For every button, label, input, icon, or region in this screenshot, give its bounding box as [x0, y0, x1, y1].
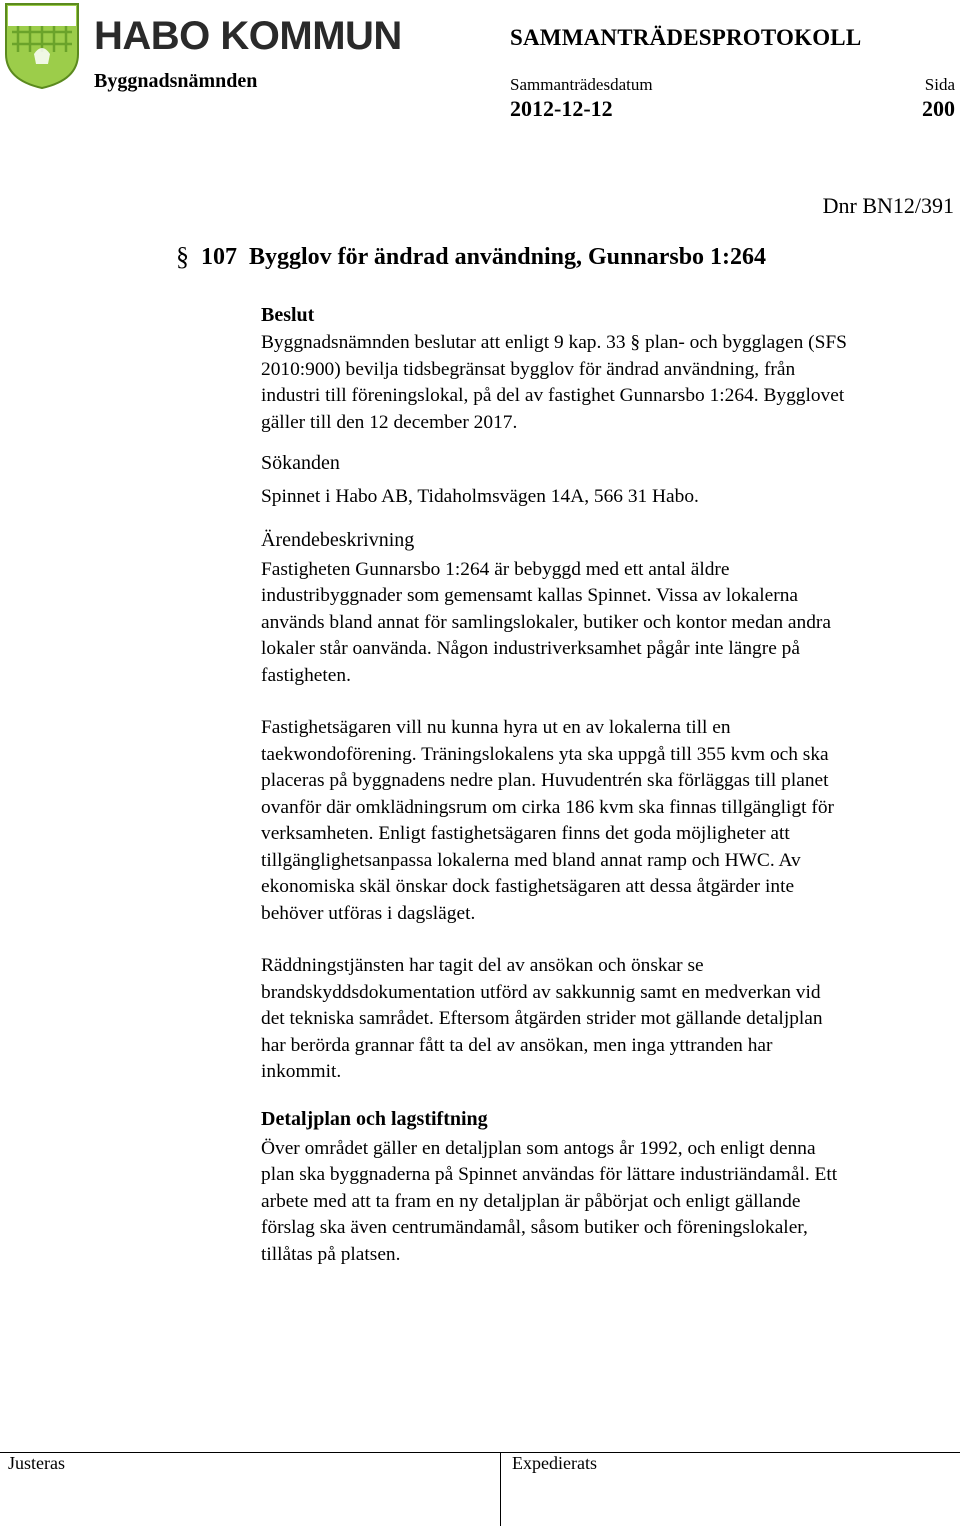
case-description-paragraph: Fastighetsägaren vill nu kunna hyra ut en av lokalerna till en taekwondoförening. Träningslokalens yta ska uppgå till 355 kvm och ska placeras på byggnadens nedre plan. Huvudentrén ska förläggas till planet ovanför där omklädningsrum om cirka 186 kvm ska finnas tillgängligt för verksamheten. Enligt fastighetsägaren finns det goda möjligheter att tillgänglighetsanpassa lokalerna med bland annat ramp och HWC. Av ekonomiska skäl önskar dock fastighetsägaren att dessa åtgärder inte behöver utföras i dagsläget. — [261, 717, 834, 924]
document-body — [261, 300, 956, 1268]
decision-text: Byggnadsnämnden beslutar att enligt 9 kap. 33 § plan- och bygglagen (SFS 2010:900) bevilja tidsbegränsat bygglov för ändrad användning, från industri till föreningslokal, på del av fastighet Gunnarsbo 1:264. Bygglovet gäller till den 12 december 2017. — [261, 332, 847, 433]
footer-expedierats-label: Expedierats — [512, 1453, 597, 1473]
case-description-paragraph: Fastigheten Gunnarsbo 1:264 är bebyggd med ett antal äldre industribyggnader som gemensamt kallas Spinnet. Vissa av lokalerna används bland annat för samlingslokaler, butiker och kontor medan andra lokaler står oanvända. Någon industriverksamhet pågår inte längre på fastigheten. — [261, 558, 831, 686]
page-number: 200 — [922, 96, 955, 121]
case-number: Dnr BN12/391 — [822, 193, 954, 218]
footer-justeras-label: Justeras — [8, 1453, 65, 1473]
document-type: SAMMANTRÄDESPROTOKOLL — [510, 25, 862, 50]
meeting-date-label: Sammanträdesdatum — [510, 75, 653, 94]
footer-column-divider — [500, 1452, 501, 1526]
meeting-date-value: 2012-12-12 — [510, 96, 613, 121]
section-heading-detaljplan: Detaljplan och lagstiftning — [261, 1107, 488, 1130]
item-title: 107 Bygglov för ändrad användning, Gunnarsbo 1:264 — [201, 244, 767, 270]
case-description-paragraph: Räddningstjänsten har tagit del av ansökan och önskar se brandskyddsdokumentation utförd av sakkunnig samt en medverkan vid det tekniska samrådet. Eftersom åtgärden strider mot gällande detaljplan har berörda grannar fått ta del av ansökan, men inga yttranden har inkommit. — [261, 955, 823, 1082]
section-heading-arendebeskrivning: Ärendebeskrivning — [261, 528, 415, 551]
detailed-plan-text: Över området gäller en detaljplan som antogs år 1992, och enligt denna plan ska byggnaderna på Spinnet användas för lättare industriändamål. Ett arbete med att ta fram en ny detaljplan är påbörjat och enligt gällande förslag ska även centrumändamål, såsom butiker och föreningslokaler, tillåtas på platsen. — [261, 1137, 838, 1265]
applicant-text: Spinnet i Habo AB, Tidaholmsvägen 14A, 566 31 Habo. — [261, 486, 699, 507]
section-heading-sokanden: Sökanden — [261, 452, 340, 474]
footer-divider-line — [0, 1452, 960, 1453]
logo-wordmark: HABO KOMMUN — [94, 14, 402, 58]
page-label: Sida — [924, 75, 955, 94]
board-name: Byggnadsnämnden — [94, 70, 258, 92]
paragraph-sign: § — [176, 242, 189, 271]
municipality-coat-of-arms-logo — [4, 2, 80, 90]
section-heading-beslut: Beslut — [261, 304, 315, 326]
